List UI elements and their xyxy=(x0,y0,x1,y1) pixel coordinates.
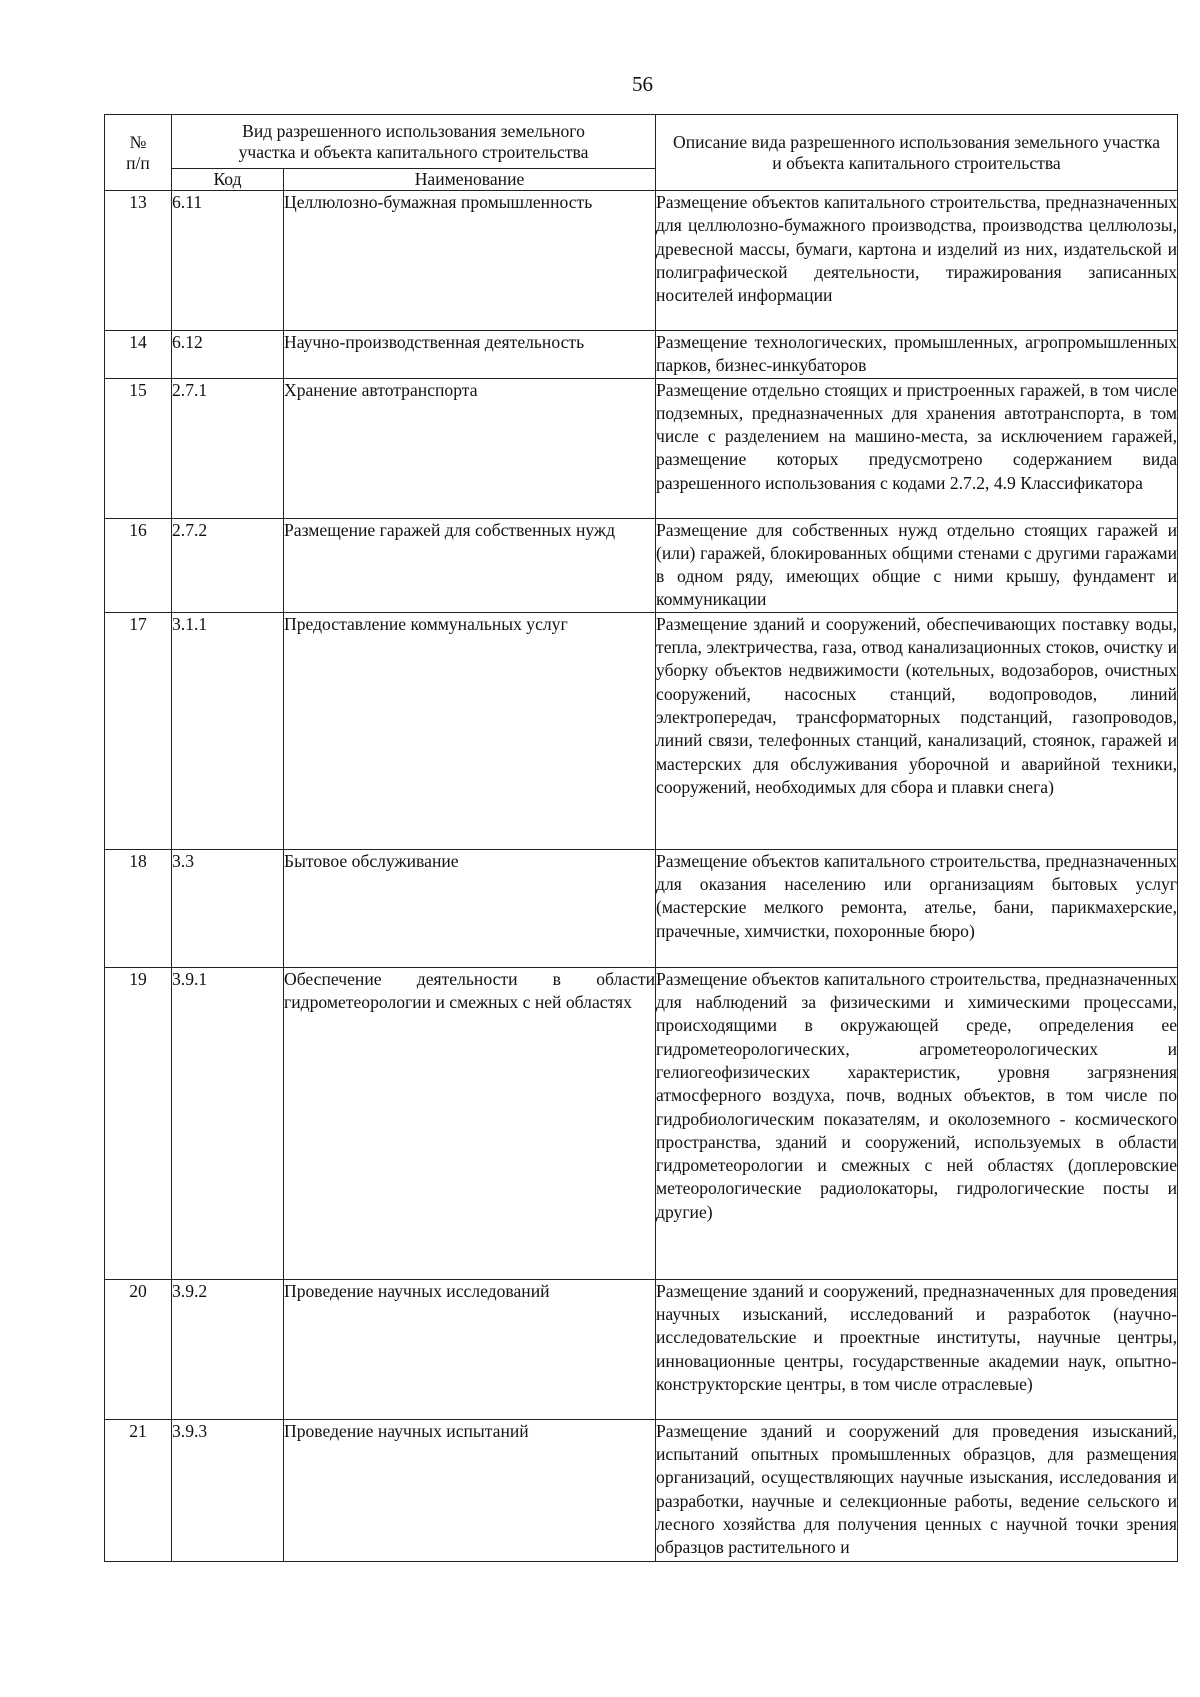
table-row xyxy=(105,518,1178,612)
header-code: Код xyxy=(172,169,284,191)
row-name: Проведение научных исследований xyxy=(284,1279,656,1419)
row-number: 19 xyxy=(105,967,172,1279)
row-code: 6.12 xyxy=(172,331,284,379)
table-row xyxy=(105,378,1178,518)
row-number: 18 xyxy=(105,849,172,967)
row-description: Размещение отдельно стоящих и пристроенных гаражей, в том числе подземных, предназначенных для хранения автотранспорта, в том числе с разделением на машино-места, за исключением гаражей, размещение которых предусмотрено содержанием вида разрешенного использования с кодами 2.7.2, 4.9 Классификатора xyxy=(656,378,1178,518)
header-num: № п/п xyxy=(105,115,172,191)
row-name: Проведение научных испытаний xyxy=(284,1419,656,1561)
row-description: Размещение объектов капитального строительства, предназначенных для оказания населению или организациям бытовых услуг (мастерские мелкого ремонта, ателье, бани, парикмахерские, прачечные, химчистки, похоронные бюро) xyxy=(656,849,1178,967)
row-number: 15 xyxy=(105,378,172,518)
row-description: Размещение зданий и сооружений, предназначенных для проведения научных изысканий, исследований и разработок (научно-исследовательские и проектные институты, научные центры, инновационные центры, государственные академии наук, опытно-конструкторские центры, в том числе отраслевые) xyxy=(656,1279,1178,1419)
row-code: 3.1.1 xyxy=(172,612,284,849)
row-name: Целлюлозно-бумажная промышленность xyxy=(284,191,656,331)
row-name: Обеспечение деятельности в области гидрометеорологии и смежных с ней областях xyxy=(284,967,656,1279)
table-row xyxy=(105,1419,1178,1561)
header-name: Наименование xyxy=(284,169,656,191)
row-code: 2.7.1 xyxy=(172,378,284,518)
land-use-table xyxy=(104,114,1178,1562)
row-number: 20 xyxy=(105,1279,172,1419)
row-number: 16 xyxy=(105,518,172,612)
row-description: Размещение объектов капитального строительства, предназначенных для наблюдений за физическими и химическими процессами, происходящими в окружающей среде, определения ее гидрометеорологических, агрометеорологических и гелиогеофизических характеристик, уровня загрязнения атмосферного воздуха, почв, водных объектов, в том числе по гидробиологическим показателям, и околоземного - космического пространства, зданий и сооружений, используемых в области гидрометеорологии и смежных с ней областях (доплеровские метеорологические радиолокаторы, гидрологические посты и другие) xyxy=(656,967,1178,1279)
row-number: 13 xyxy=(105,191,172,331)
row-code: 6.11 xyxy=(172,191,284,331)
table-row xyxy=(105,191,1178,331)
row-description: Размещение зданий и сооружений для проведения изысканий, испытаний опытных промышленных образцов, для размещения организаций, осуществляющих научные изыскания, исследования и разработки, научные и селекционные работы, ведение сельского и лесного хозяйства для получения ценных с научной точки зрения образцов растительного и xyxy=(656,1419,1178,1561)
table-row xyxy=(105,849,1178,967)
header-use-type: Вид разрешенного использования земельного участка и объекта капитального строительства xyxy=(172,115,656,169)
row-description: Размещение для собственных нужд отдельно стоящих гаражей и (или) гаражей, блокированных общими стенами с другими гаражами в одном ряду, имеющих общие с ними крышу, фундамент и коммуникации xyxy=(656,518,1178,612)
row-name: Хранение автотранспорта xyxy=(284,378,656,518)
row-code: 2.7.2 xyxy=(172,518,284,612)
row-number: 17 xyxy=(105,612,172,849)
table-header xyxy=(105,115,1178,191)
row-name: Бытовое обслуживание xyxy=(284,849,656,967)
row-code: 3.9.2 xyxy=(172,1279,284,1419)
row-name: Научно-производственная деятельность xyxy=(284,331,656,379)
header-description: Описание вида разрешенного использования земельного участка и объекта капитального строительства xyxy=(656,115,1178,191)
row-name: Размещение гаражей для собственных нужд xyxy=(284,518,656,612)
row-number: 21 xyxy=(105,1419,172,1561)
table-row xyxy=(105,967,1178,1279)
row-description: Размещение зданий и сооружений, обеспечивающих поставку воды, тепла, электричества, газа, отвод канализационных стоков, очистку и уборку объектов недвижимости (котельных, водозаборов, очистных сооружений, насосных станций, водопроводов, линий электропередач, трансформаторных подстанций, газопроводов, линий связи, телефонных станций, канализаций, стоянок, гаражей и мастерских для обслуживания уборочной и аварийной техники, сооружений, необходимых для сбора и плавки снега) xyxy=(656,612,1178,849)
table-body xyxy=(105,191,1178,1562)
row-number: 14 xyxy=(105,331,172,379)
page-number: 56 xyxy=(632,72,653,96)
table-row xyxy=(105,331,1178,379)
table-row xyxy=(105,612,1178,849)
table-row xyxy=(105,1279,1178,1419)
row-description: Размещение объектов капитального строительства, предназначенных для целлюлозно-бумажного производства, производства целлюлозы, древесной массы, бумаги, картона и изделий из них, издательской и полиграфической деятельности, тиражирования записанных носителей информации xyxy=(656,191,1178,331)
row-code: 3.9.1 xyxy=(172,967,284,1279)
row-description: Размещение технологических, промышленных, агропромышленных парков, бизнес-инкубаторов xyxy=(656,331,1178,379)
row-code: 3.9.3 xyxy=(172,1419,284,1561)
row-code: 3.3 xyxy=(172,849,284,967)
row-name: Предоставление коммунальных услуг xyxy=(284,612,656,849)
